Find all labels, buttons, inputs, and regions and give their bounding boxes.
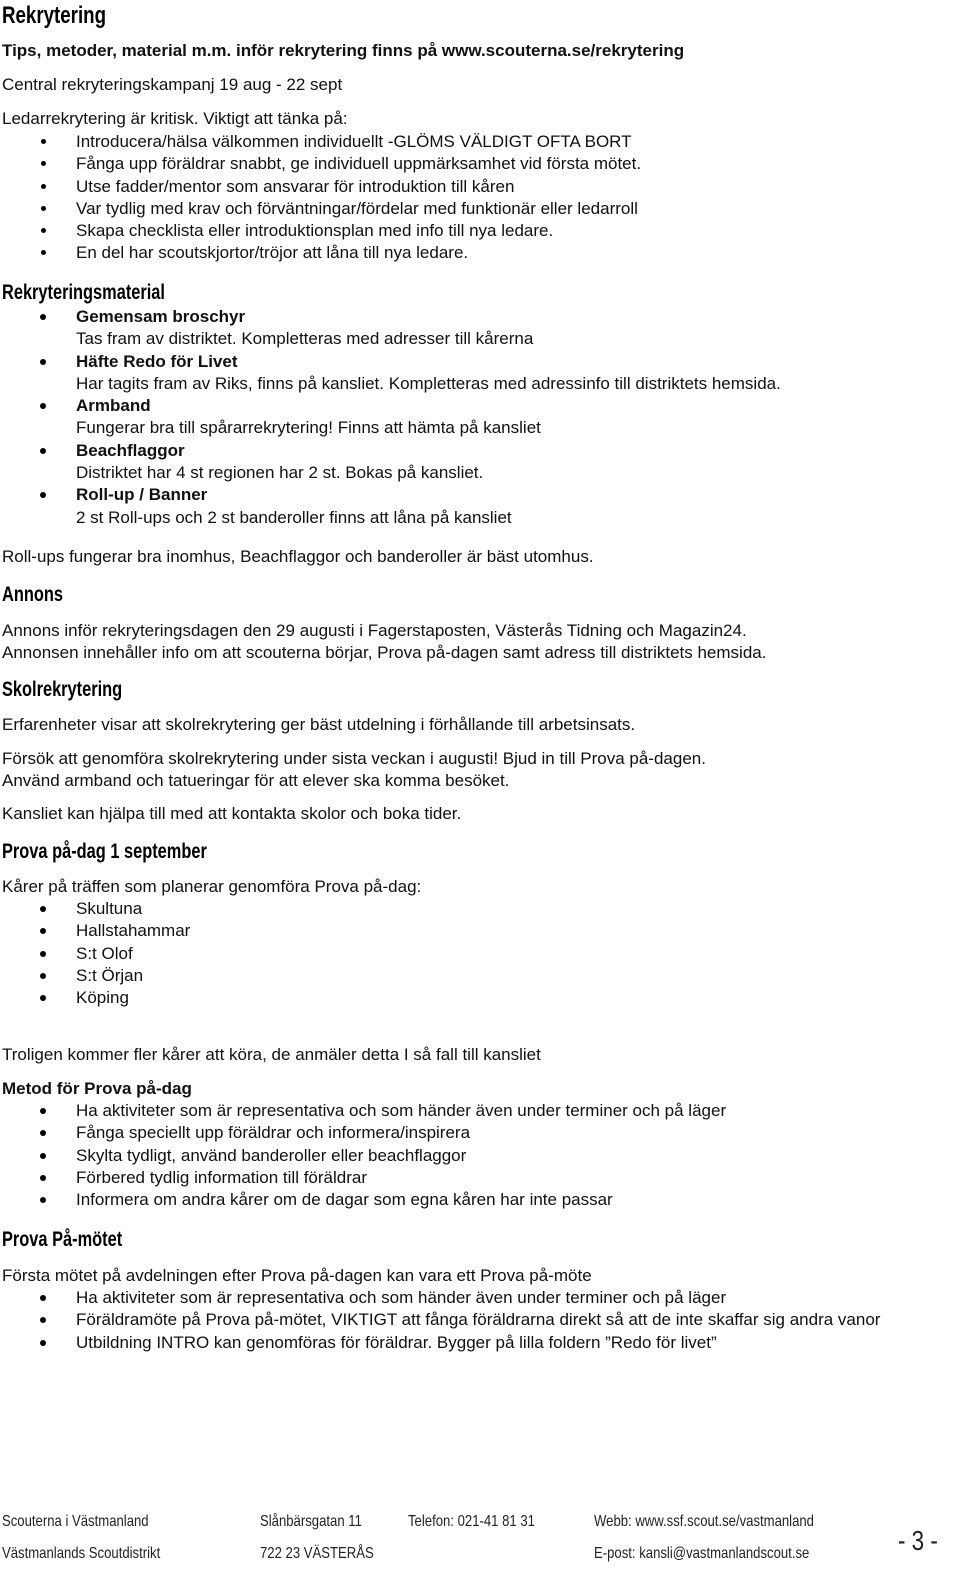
material-desc: Har tagits fram av Riks, finns på kansliet. Kompletteras med adressinfo till distriktets hemsida. — [76, 373, 781, 393]
list-item — [0, 351, 781, 396]
list-item: Fånga speciellt upp föräldrar och informera/inspirera — [0, 1122, 726, 1144]
section-heading-annons: Annons — [2, 583, 63, 606]
page-title: Rekrytering — [2, 2, 107, 29]
page-number: - 3 - — [898, 1525, 938, 1556]
material-title: Armband — [76, 396, 151, 416]
leader-line: Ledarrekrytering är kritisk. Viktigt att tänka på: — [2, 109, 348, 128]
material-title: Gemensam broschyr — [76, 307, 246, 326]
provadag-note: Troligen kommer fler kårer att köra, de anmäler detta I så fall till kansliet — [2, 1045, 541, 1064]
footer-street: Slånbärsgatan 11 — [260, 1513, 362, 1530]
campaign-line: Central rekryteringskampanj 19 aug - 22 sept — [2, 75, 343, 94]
list-item: Förbered tydlig information till föräldrar — [0, 1167, 726, 1189]
material-desc: Distriktet har 4 st regionen har 2 st. Bokas på kansliet. — [76, 463, 484, 483]
list-item — [0, 440, 781, 485]
list-item: Skapa checklista eller introduktionsplan med info till nya ledare. — [0, 220, 641, 242]
material-desc: Tas fram av distriktet. Kompletteras med adresser till kårerna — [76, 329, 534, 349]
provadag-groups — [0, 898, 190, 1009]
footer-org2: Västmanlands Scoutdistrikt — [2, 1545, 161, 1562]
skol-paragraph-1: Erfarenheter visar att skolrekrytering ger bäst utdelning i förhållande till arbetsinsats. — [2, 715, 636, 734]
material-title: Beachflaggor — [76, 440, 185, 460]
leader-bullets — [0, 131, 641, 265]
list-item: Utse fadder/mentor som ansvarar för introduktion till kåren — [0, 176, 641, 198]
method-heading: Metod för Prova på-dag — [2, 1079, 192, 1098]
footer-city: 722 23 VÄSTERÅS — [260, 1545, 374, 1562]
list-item: Föräldramöte på Prova på-mötet, VIKTIGT att fånga föräldrarna direkt så att de inte skaffar sig andra vanor — [0, 1309, 880, 1331]
list-item: Skultuna — [0, 898, 190, 920]
list-item: Köping — [0, 987, 190, 1009]
material-title: Roll-up / Banner — [76, 485, 208, 505]
material-note: Roll-ups fungerar bra inomhus, Beachflaggor och banderoller är bäst utomhus. — [2, 547, 594, 566]
material-title: Häfte Redo för Livet — [76, 351, 238, 371]
list-item — [0, 395, 781, 440]
list-item: Skylta tydligt, använd banderoller eller beachflaggor — [0, 1145, 726, 1167]
section-heading-provamote: Prova På-mötet — [2, 1228, 123, 1251]
section-heading-skol: Skolrekrytering — [2, 678, 123, 701]
list-item: Var tydlig med krav och förväntningar/fördelar med funktionär eller ledarroll — [0, 198, 641, 220]
skol-paragraph-2b: Använd armband och tatueringar för att elever ska komma besöket. — [2, 771, 510, 790]
provadag-intro: Kårer på träffen som planerar genomföra Prova på-dag: — [2, 877, 422, 896]
section-heading-provadag: Prova på-dag 1 september — [2, 840, 207, 863]
footer-email: E-post: kansli@vastmanlandscout.se — [594, 1545, 810, 1562]
list-item: Hallstahammar — [0, 920, 190, 942]
list-item: S:t Örjan — [0, 965, 190, 987]
list-item — [0, 484, 781, 529]
footer-phone: Telefon: 021-41 81 31 — [408, 1513, 535, 1530]
tips-line: Tips, metoder, material m.m. inför rekrytering finns på www.scouterna.se/rekrytering — [2, 41, 685, 60]
annons-line-2: Annonsen innehåller info om att scouterna börjar, Prova på-dagen samt adress till distriktets hemsida. — [2, 643, 767, 662]
material-list — [0, 306, 781, 529]
material-desc: Fungerar bra till spårarrekrytering! Finns att hämta på kansliet — [76, 418, 541, 438]
skol-paragraph-2a: Försök att genomföra skolrekrytering under sista veckan i augusti! Bjud in till Prova på-dagen. — [2, 749, 706, 768]
list-item: Utbildning INTRO kan genomföras för föräldrar. Bygger på lilla foldern ”Redo för livet” — [0, 1332, 880, 1354]
list-item: S:t Olof — [0, 943, 190, 965]
footer-org: Scouterna i Västmanland — [2, 1513, 149, 1530]
footer-web: Webb: www.ssf.scout.se/vastmanland — [594, 1513, 814, 1530]
provamote-list — [0, 1287, 880, 1354]
method-list — [0, 1100, 726, 1211]
material-desc: 2 st Roll-ups och 2 st banderoller finns att låna på kansliet — [76, 507, 512, 527]
provamote-intro: Första mötet på avdelningen efter Prova på-dagen kan vara ett Prova på-möte — [2, 1266, 592, 1285]
list-item: Informera om andra kårer om de dagar som egna kåren har inte passar — [0, 1189, 726, 1211]
list-item: En del har scoutskjortor/tröjor att låna till nya ledare. — [0, 242, 641, 264]
list-item: Introducera/hälsa välkommen individuellt -GLÖMS VÄLDIGT OFTA BORT — [0, 131, 641, 153]
list-item: Ha aktiviteter som är representativa och som händer även under terminer och på läger — [0, 1100, 726, 1122]
annons-line-1: Annons inför rekryteringsdagen den 29 augusti i Fagerstaposten, Västerås Tidning och Magazin24. — [2, 621, 747, 640]
section-heading-material: Rekryteringsmaterial — [2, 281, 165, 304]
list-item — [0, 306, 781, 351]
list-item: Fånga upp föräldrar snabbt, ge individuell uppmärksamhet vid första mötet. — [0, 153, 641, 175]
skol-paragraph-3: Kansliet kan hjälpa till med att kontakta skolor och boka tider. — [2, 804, 462, 823]
list-item: Ha aktiviteter som är representativa och som händer även under terminer och på läger — [0, 1287, 880, 1309]
